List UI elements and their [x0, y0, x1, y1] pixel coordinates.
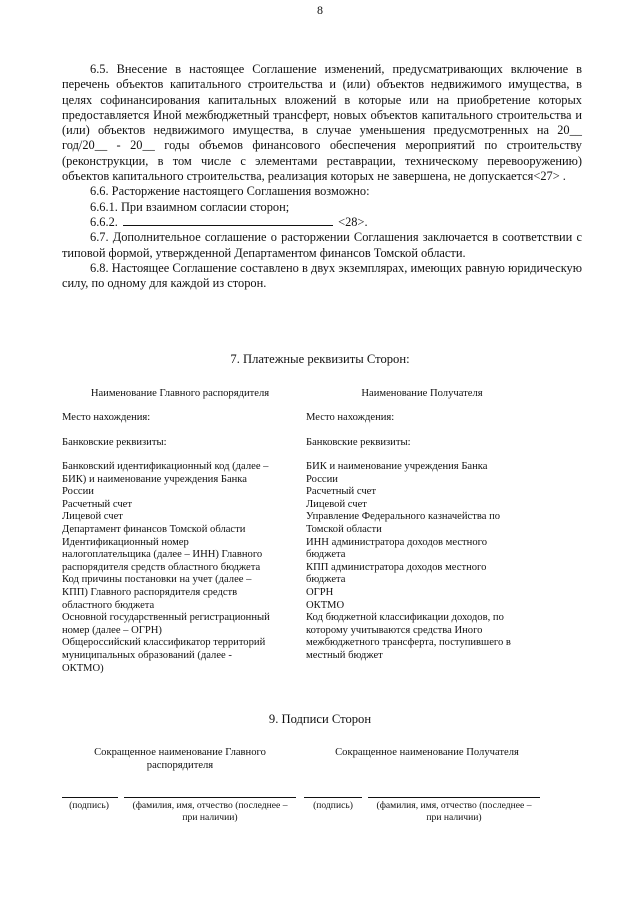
recipient-requisite-line: которому учитываются средства Иного	[306, 624, 483, 636]
recipient-requisite-line: бюджета	[306, 574, 346, 586]
clause-6-6-2	[62, 215, 582, 230]
clause-6-6-1: 6.6.1. При взаимном согласии сторон;	[90, 199, 290, 214]
recipient-requisite-line: ИНН администратора доходов местного	[306, 536, 488, 548]
payer-requisite-line: Основной государственный регистрационный	[62, 612, 270, 624]
payer-requisite-line: Код причины постановки на учет (далее –	[62, 574, 252, 586]
payer-fio-caption-line-1: (фамилия, имя, отчество (последнее –	[132, 800, 288, 811]
recipient-fio-caption-line-1: (фамилия, имя, отчество (последнее –	[376, 800, 532, 811]
clause-6-7: 6.7. Дополнительное соглашение о расторжении Соглашения заключается в соответствии с типовой формой, утвержденной Департаментом финансов Томской области.	[62, 230, 582, 260]
payer-short-name-line-1: Сокращенное наименование Главного	[94, 747, 266, 758]
payer-requisite-line: Идентификационный номер	[62, 536, 189, 548]
clause-6-5: 6.5. Внесение в настоящее Соглашение изменений, предусматривающих включение в перечень объектов капитального строительства и (или) объектов недвижимого имущества, в целях софинансирования капитальных вложений в которые или на приобретение которых предоставляется Иной межбюджетный трансферт, новых объектов капитального строительства и (или) объектов недвижимого имущества, в случае уменьшения предусмотренных на 20__ год/20__ - 20__ годы объемов финансового обеспечения мероприятий по строительству (реконструкции, в том числе с элементами реставрации, техническому перевооружению) объектов капитального строительства, реализация которых не завершена, не допускается<27> .	[62, 62, 582, 184]
recipient-fio-caption-line-2: при наличии)	[426, 811, 482, 823]
recipient-requisite-line: Расчетный счет	[306, 486, 376, 498]
recipient-requisite-line: ОГРН	[306, 586, 334, 598]
recipient-column-header: Наименование Получателя	[361, 388, 483, 399]
payer-requisite-line: Банковский идентификационный код (далее –	[62, 461, 269, 472]
payer-requisite-line: КПП) Главного распорядителя средств	[62, 586, 238, 598]
payer-requisite-line: Расчетный счет	[62, 498, 132, 510]
payer-requisite-line: налогоплательщика (далее – ИНН) Главного	[62, 549, 263, 561]
recipient-requisite-line: межбюджетного трансферта, поступившего в	[306, 637, 511, 649]
recipient-requisite-line: местный бюджет	[306, 649, 383, 661]
clauses-block	[62, 62, 582, 291]
payer-short-name-header	[62, 746, 298, 772]
recipient-signature-caption: (подпись)	[313, 800, 353, 811]
page-number: 8	[317, 3, 323, 17]
clause-6-6-2-footnote: <28>.	[338, 214, 368, 229]
recipient-requisite-line: ОКТМО	[306, 599, 345, 611]
payer-requisite-line: распорядителя средств областного бюджета	[62, 561, 261, 573]
clause-6-8: 6.8. Настоящее Соглашение составлено в двух экземплярах, имеющих равную юридическую силу, по одному для каждой из сторон.	[62, 260, 582, 291]
recipient-requisite-line: Томской области	[306, 523, 382, 535]
recipient-requisites	[306, 461, 546, 663]
payer-signature-caption: (подпись)	[69, 800, 109, 811]
payer-signature-line[interactable]	[62, 797, 118, 798]
payer-short-name-line-2: распорядителя	[146, 760, 214, 771]
recipient-fio-caption	[364, 800, 544, 823]
recipient-requisite-line: БИК и наименование учреждения Банка	[306, 461, 488, 472]
clause-6-6: 6.6. Расторжение настоящего Соглашения возможно:	[90, 184, 370, 199]
section-7-title: 7. Платежные реквизиты Сторон:	[230, 352, 410, 366]
payer-fio-caption	[120, 800, 300, 823]
recipient-fio-line[interactable]	[368, 797, 540, 798]
clause-6-6-2-number: 6.6.2.	[90, 214, 118, 229]
payer-requisite-line: муниципальных образований (далее -	[62, 649, 232, 661]
recipient-signature-line[interactable]	[304, 797, 362, 798]
recipient-short-name-header: Сокращенное наименование Получателя	[335, 747, 519, 758]
payer-requisite-line: номер (далее – ОГРН)	[62, 624, 162, 636]
payer-requisite-line: России	[62, 486, 94, 498]
payer-requisite-line: БИК) и наименование учреждения Банка	[62, 473, 247, 485]
section-9-title: 9. Подписи Сторон	[268, 712, 372, 726]
payer-requisite-line: областного бюджета	[62, 599, 155, 611]
recipient-requisite-line: КПП администратора доходов местного	[306, 561, 487, 573]
payer-requisites	[62, 461, 302, 675]
recipient-bank-label: Банковские реквизиты:	[306, 437, 411, 448]
payer-bank-label: Банковские реквизиты:	[62, 437, 167, 448]
payer-requisite-line: Департамент финансов Томской области	[62, 523, 246, 535]
recipient-requisite-line: Лицевой счет	[306, 498, 367, 510]
payer-fio-caption-line-2: при наличии)	[182, 811, 238, 823]
recipient-location-label: Место нахождения:	[306, 412, 395, 423]
recipient-requisite-line: Код бюджетной классификации доходов, по	[306, 612, 504, 624]
clause-6-6-2-blank-line	[123, 215, 333, 226]
payer-column-header: Наименование Главного распорядителя	[90, 388, 270, 399]
payer-requisite-line: Лицевой счет	[62, 511, 123, 523]
recipient-requisite-line: бюджета	[306, 549, 346, 561]
recipient-requisite-line: России	[306, 473, 338, 485]
payer-location-label: Место нахождения:	[62, 412, 151, 423]
payer-requisite-line: ОКТМО)	[62, 662, 104, 674]
payer-fio-line[interactable]	[124, 797, 296, 798]
recipient-requisite-line: Управление Федерального казначейства по	[306, 511, 501, 523]
payer-requisite-line: Общероссийский классификатор территорий	[62, 637, 266, 649]
